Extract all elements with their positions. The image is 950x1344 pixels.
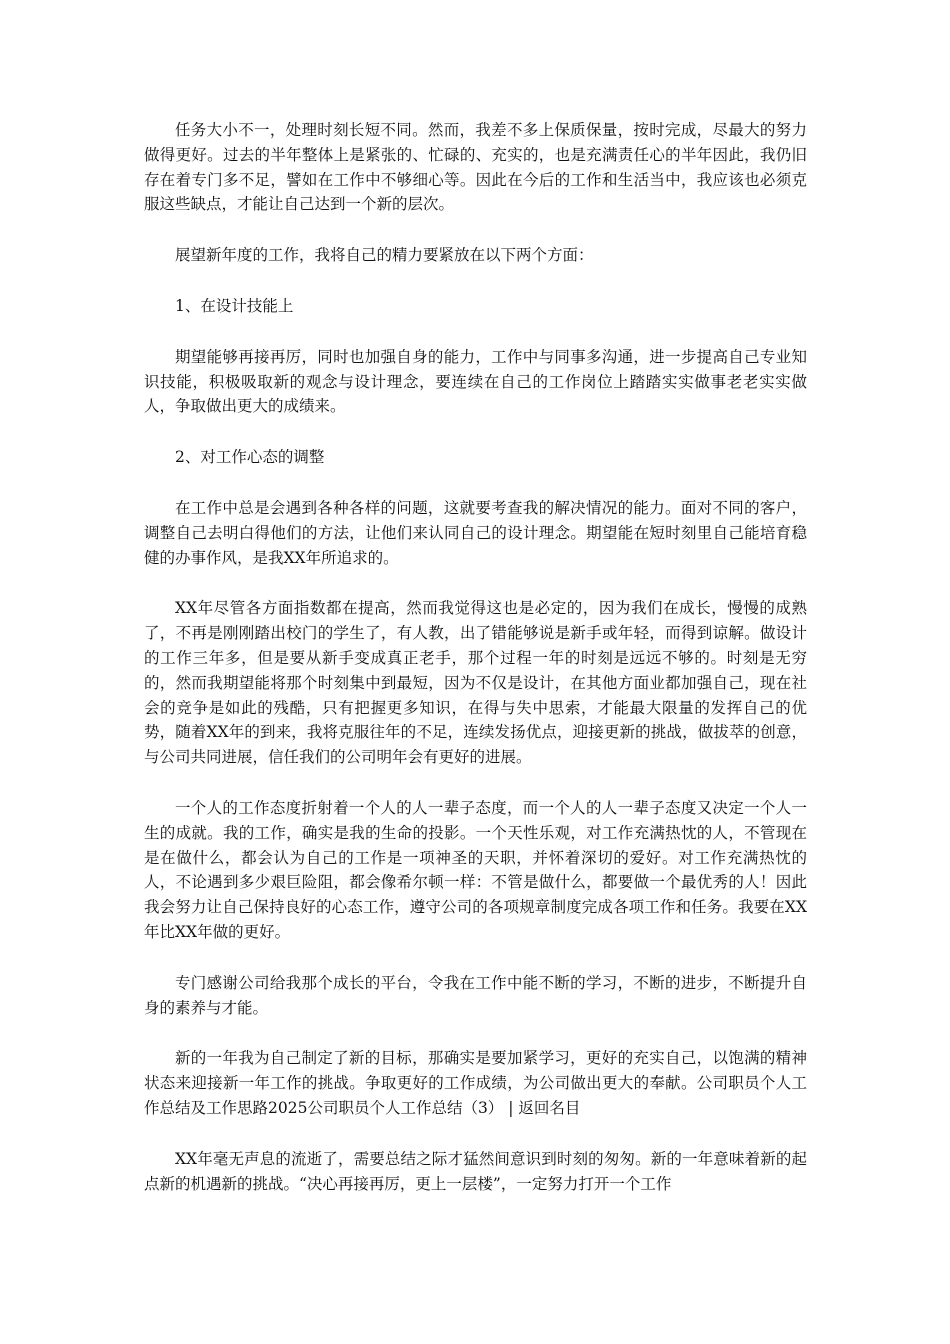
section-heading-work-attitude: 2、对工作心态的调整 (175, 448, 325, 467)
paragraph-9: XX年毫无声息的流逝了，需要总结之际才猛然间意识到时刻的匆匆。新的一年意味着新的起点新的机遇新的挑战。“决心再接再厉，更上一层楼”，一定努力打开一个工作 (144, 1149, 807, 1193)
section-heading-design-skills: 1、在设计技能上 (175, 296, 294, 315)
paragraph-3: 期望能够再接再厉，同时也加强自身的能力，工作中与同事多沟通，进一步提高自己专业知识技能，积极吸取新的观念与设计理念，要连续在自己的工作岗位上踏踏实实做事老老实实做人，争取做出更大的成绩来。 (144, 347, 807, 416)
paragraph-7: 专门感谢公司给我那个成长的平台，令我在工作中能不断的学习，不断的进步，不断提升自身的素养与才能。 (144, 973, 807, 1017)
paragraph-8: 新的一年我为自己制定了新的目标，那确实是要加紧学习，更好的充实自己，以饱满的精神状态来迎接新一年工作的挑战。争取更好的工作成绩，为公司做出更大的奉献。公司职员个人工作总结及工作思路2025公司职员个人工作总结（3） | 返回名目 (144, 1049, 807, 1117)
paragraph-2: 展望新年度的工作，我将自己的精力要紧放在以下两个方面： (175, 246, 594, 265)
document-body (144, 118, 807, 1196)
paragraph-6: 一个人的工作态度折射着一个人的人一辈子态度，而一个人的人一辈子态度又决定一个人一生的成就。我的工作，确实是我的生命的投影。一个天性乐观，对工作充满热忱的人，不管现在是在做什么，都会认为自己的工作是一项神圣的天职，并怀着深切的爱好。对工作充满热忱的人，不论遇到多少艰巨险阻，都会像希尔顿一样：不管是做什么，都要做一个最优秀的人！因此我会努力让自己保持良好的心态工作，遵守公司的各项规章制度完成各项工作和任务。我要在XX年比XX年做的更好。 (144, 798, 807, 941)
paragraph-4: 在工作中总是会遇到各种各样的问题，这就要考查我的解决情况的能力。面对不同的客户，调整自己去明白得他们的方法，让他们来认同自己的设计理念。期望能在短时刻里自己能培育稳健的办事作风，是我XX年所追求的。 (144, 498, 807, 567)
paragraph-1: 任务大小不一，处理时刻长短不同。然而，我差不多上保质保量，按时完成，尽最大的努力做得更好。过去的半年整体上是紧张的、忙碌的、充实的，也是充满责任心的半年因此，我仍旧存在着专门多不足，譬如在工作中不够细心等。因此在今后的工作和生活当中，我应该也必须克服这些缺点，才能让自己达到一个新的层次。 (144, 121, 807, 214)
paragraph-5: XX年尽管各方面指数都在提高，然而我觉得这也是必定的，因为我们在成长，慢慢的成熟了，不再是刚刚踏出校门的学生了，有人教，出了错能够说是新手或年轻，而得到谅解。做设计的工作三年多，但是要从新手变成真正老手，那个过程一年的时刻是远远不够的。时刻是无穷的，然而我期望能将那个时刻集中到最短，因为不仅是设计，在其他方面业都加强自己，现在社会的竞争是如此的残酷，只有把握更多知识，在得与失中思索，才能最大限量的发挥自己的优势，随着XX年的到来，我将克服往年的不足，连续发扬优点，迎接更新的挑战，做拔萃的创意，与公司共同进展，信任我们的公司明年会有更好的进展。 (144, 599, 807, 767)
